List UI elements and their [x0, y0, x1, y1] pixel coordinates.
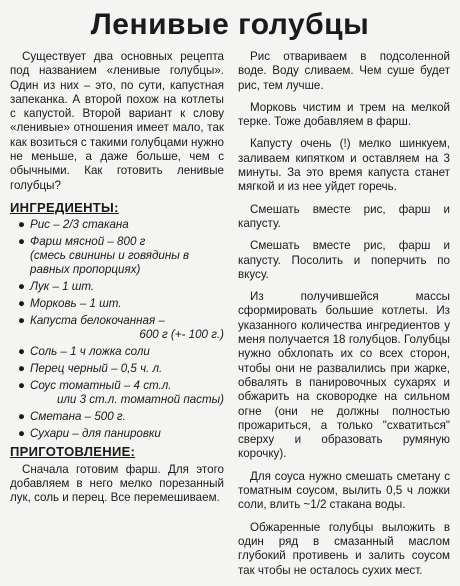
ingredient-item: ● Лук – 1 шт.	[18, 280, 95, 294]
bullet-icon: ●	[18, 314, 26, 328]
step-paragraph: Обжаренные голубцы выложить в один ряд в смазанный маслом глубокий противень и залить соусом так чтобы не осталось сухих мест.	[238, 520, 450, 577]
ingredient-item: ● Рис – 2/3 стакана	[18, 218, 129, 232]
left-column	[10, 50, 224, 586]
bullet-icon: ●	[18, 235, 26, 249]
ingredients-list	[10, 218, 224, 441]
ingredient-item: ● Сметана – 500 г.	[18, 410, 126, 424]
step-paragraph: Для соуса нужно смешать сметану с томатным соусом, вылить 0,5 ч ложки соли, влить ~1/2 стакана воды.	[238, 469, 450, 512]
bullet-icon: ●	[18, 362, 26, 376]
ingredient-item: ● Соус томатный – 4 ст.л. или 3 ст.л. томатной пасты)	[18, 379, 224, 407]
step-paragraph: Морковь чистим и трем на мелкой терке. Тоже добавляем в фарш.	[238, 100, 450, 129]
step-paragraph: Капусту очень (!) мелко шинкуем, заливаем кипятком и оставляем на 3 минуты. За это время капуста станет мягкой и из нее уйдет горечь.	[238, 137, 450, 194]
intro-paragraph: Существует два основных рецепта под названием «ленивые голубцы». Один из них – это, по сути, капустная запеканка. А второй похож на котлеты с капустой. Второй вариант к слову «ленивые» отношения имеет мало, так как возиться с такими голубцами нужно не меньше, а даже больше, чем с обычными. Как готовить ленивые голубцы?	[10, 50, 224, 192]
step-paragraph: Смешать вместе рис, фарш и капусту. Посолить и поперчить по вкусу.	[238, 239, 450, 281]
bullet-icon: ●	[18, 427, 26, 441]
ingredient-item: ● Капуста белокочанная – 600 г (+- 100 г.)	[18, 314, 224, 342]
bullet-icon: ●	[18, 379, 26, 393]
content-columns	[10, 50, 450, 586]
ingredient-item: ● Перец черный – 0,5 ч. л.	[18, 362, 163, 376]
bullet-icon: ●	[18, 280, 26, 294]
bullet-icon: ●	[18, 345, 26, 359]
ingredient-item: ● Морковь – 1 шт.	[18, 297, 122, 311]
bullet-icon: ●	[18, 297, 26, 311]
ingredient-item: ● Соль – 1 ч ложка соли	[18, 345, 150, 359]
step-paragraph: Смешать вместе рис, фарш и капусту.	[238, 202, 450, 230]
ingredient-item: ● Сухари – для панировки	[18, 427, 161, 441]
step-paragraph: Рис отвариваем в подсоленной воде. Воду сливаем. Чем суше будет рис, тем лучше.	[238, 50, 450, 92]
right-column	[238, 50, 450, 586]
step-paragraph: Сначала готовим фарш. Для этого добавляем в него мелко порезанный лук, соль и перец. Все перемешиваем.	[10, 462, 224, 505]
step-paragraph: Из получившейся массы сформировать большие котлеты. Из указанного количества ингредиентов у меня получается 18 голубцов. Голубцы нужно обхлопать их со всех сторон, чтобы они не развалились при жарке, обвалять в панировочных сухарях и обжарить на сковородке на сильном огне (они не должны полностью прожариться, а только "схватиться" сверху и образовать румяную корочку).	[238, 290, 450, 461]
preparation-heading: ПРИГОТОВЛЕНИЕ:	[10, 444, 136, 460]
bullet-icon: ●	[18, 410, 26, 424]
ingredients-heading: ИНГРЕДИЕНТЫ:	[10, 199, 119, 215]
ingredient-item: ● Фарш мясной – 800 г (смесь свинины и говядины в равных пропорциях)	[18, 235, 190, 277]
bullet-icon: ●	[18, 218, 26, 232]
page-title: Ленивые голубцы	[90, 8, 370, 41]
